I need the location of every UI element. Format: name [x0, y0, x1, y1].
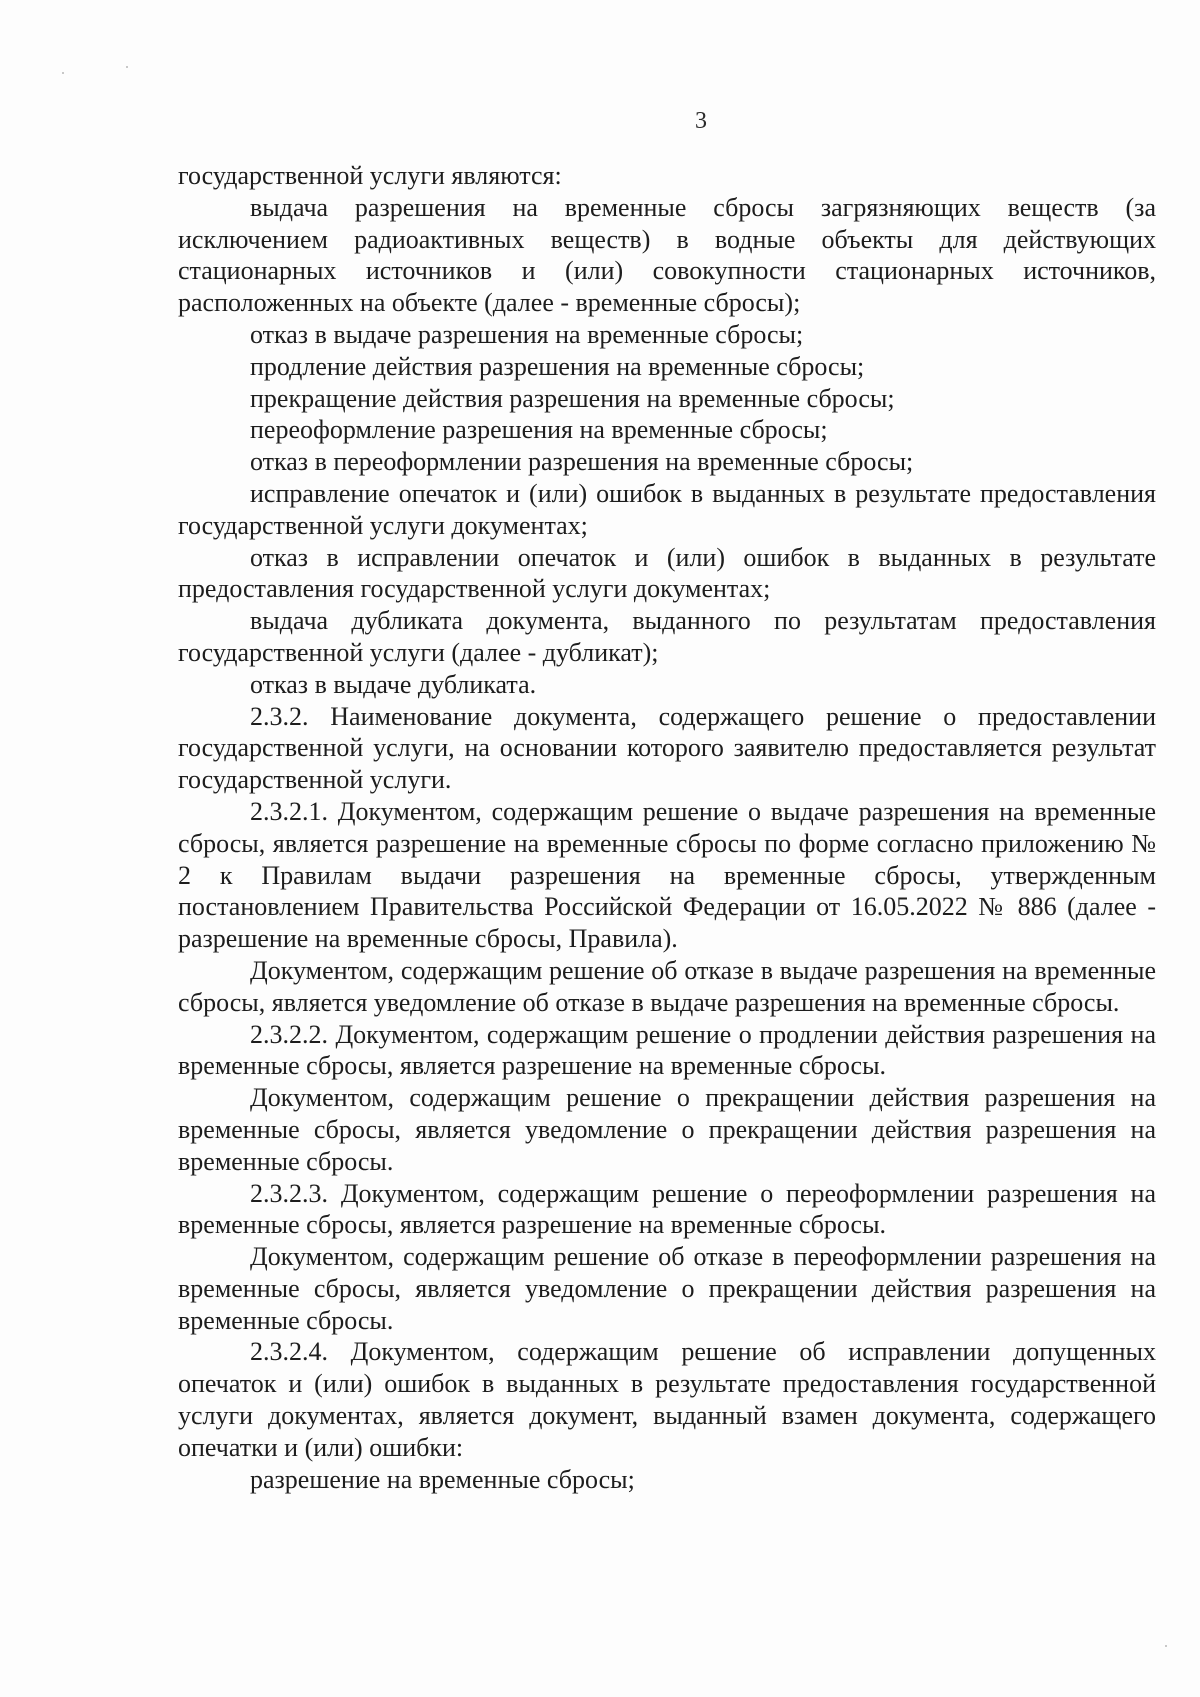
- paragraph: выдача разрешения на временные сбросы загрязняющих веществ (за исключением радиоактивных веществ) в водные объекты для действующих стационарных источников и (или) совокупности стационарных источников, расположенных на объекте (далее - временные сбросы);: [178, 192, 1156, 318]
- section-heading-2-3-2: 2.3.2. Наименование документа, содержащего решение о предоставлении государственной услуги, на основании которого заявителю предоставляется результат государственной услуги.: [178, 701, 1156, 795]
- paragraph: Документом, содержащим решение об отказе в переоформлении разрешения на временные сбросы, является уведомление о прекращении действия разрешения на временные сбросы.: [178, 1242, 1156, 1335]
- section-2-3-2-3: 2.3.2.3. Документом, содержащим решение о переоформлении разрешения на временные сбросы, является разрешение на временные сбросы.: [178, 1178, 1156, 1240]
- paragraph: переоформление разрешения на временные сбросы;: [250, 415, 828, 445]
- paragraph: выдача дубликата документа, выданного по результатам предоставления государственной услуги (далее - дубликат);: [178, 606, 1156, 667]
- paragraph: государственной услуги являются:: [178, 161, 562, 190]
- section-2-3-2-1: 2.3.2.1. Документом, содержащим решение о выдаче разрешения на временные сбросы, является разрешение на временные сбросы по форме согласно приложению № 2 к Правилам выдачи разрешения на временные сбросы, утвержденным постановлением Правительства Российской Федерации от 16.05.2022 № 886 (далее - разрешение на временные сбросы, Правила).: [178, 796, 1156, 954]
- paragraph: отказ в переоформлении разрешения на временные сбросы;: [250, 447, 914, 477]
- paragraph: разрешение на временные сбросы;: [250, 1464, 635, 1494]
- scan-artifact: [126, 66, 128, 68]
- scan-artifact: [1165, 1645, 1167, 1647]
- paragraph: отказ в выдаче дубликата.: [250, 669, 537, 699]
- paragraph: отказ в исправлении опечаток и (или) ошибок в выданных в результате предоставления государственной услуги документах;: [178, 542, 1156, 604]
- paragraph: прекращение действия разрешения на временные сбросы;: [250, 383, 895, 413]
- scan-artifact: [62, 72, 64, 74]
- section-2-3-2-4: 2.3.2.4. Документом, содержащим решение об исправлении допущенных опечаток и (или) ошибок в выданных в результате предоставления государственной услуги документах, является документ, выданный взамен документа, содержащего опечатки и (или) ошибки:: [178, 1337, 1156, 1462]
- paragraph: Документом, содержащим решение об отказе в выдаче разрешения на временные сбросы, является уведомление об отказе в выдаче разрешения на временные сбросы.: [178, 955, 1156, 1017]
- paragraph: продление действия разрешения на временные сбросы;: [250, 351, 865, 381]
- paragraph: отказ в выдаче разрешения на временные сбросы;: [250, 319, 804, 349]
- page-number: 3: [695, 108, 707, 134]
- paragraph: Документом, содержащим решение о прекращении действия разрешения на временные сбросы, является уведомление о прекращении действия разрешения на временные сбросы.: [178, 1083, 1156, 1176]
- paragraph: исправление опечаток и (или) ошибок в выданных в результате предоставления государственной услуги документах;: [178, 478, 1156, 540]
- section-2-3-2-2: 2.3.2.2. Документом, содержащим решение о продлении действия разрешения на временные сбросы, является разрешение на временные сбросы.: [178, 1019, 1156, 1081]
- document-body: [178, 160, 1156, 1495]
